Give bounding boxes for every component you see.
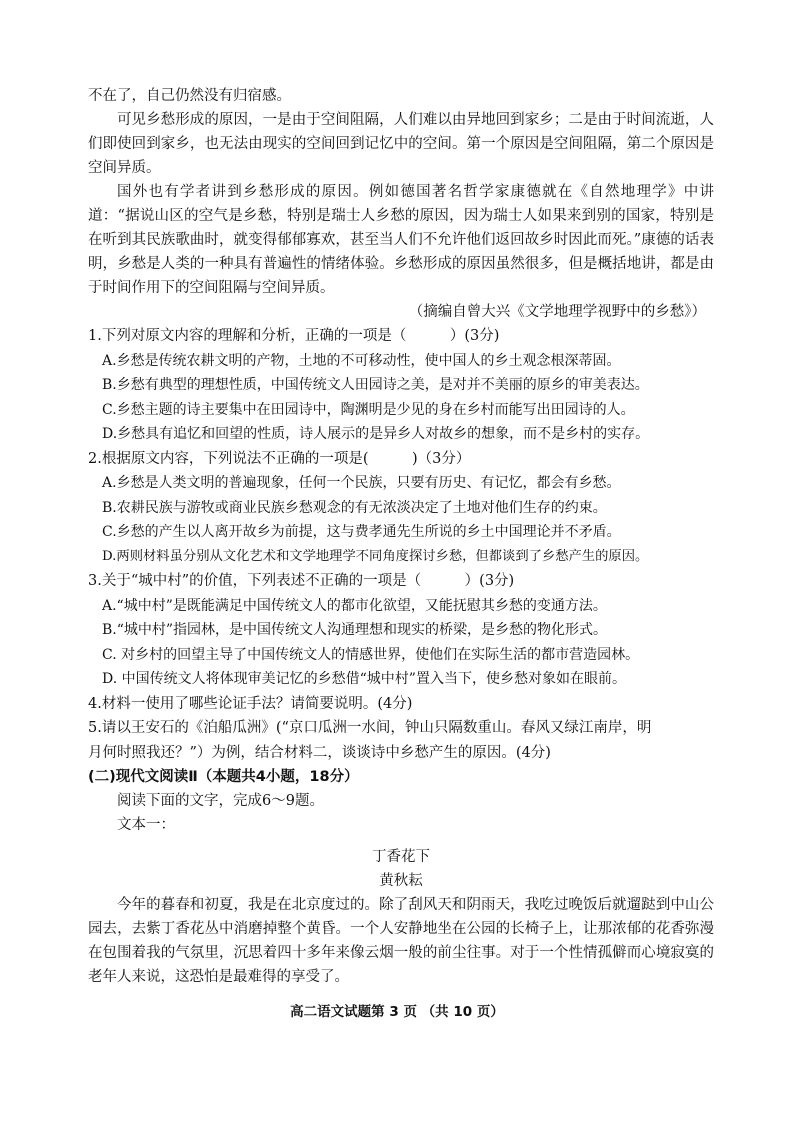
question-5-line-2: 月何时照我还？”）为例，结合材料二，谈谈诗中乡愁产生的原因。(4分) <box>88 744 551 761</box>
question-2-option-c: C.乡愁的产生以人离开故乡为前提，这与费孝通先生所说的乡土中国理论并不矛盾。 <box>102 524 621 540</box>
question-2-option-b: B.农耕民族与游牧或商业民族乡愁观念的有无浓淡决定了土地对他们生存的约束。 <box>102 499 607 516</box>
question-1-option-a: A.乡愁是传统农耕文明的产物，土地的不可移动性，使中国人的乡土观念根深蒂固。 <box>102 352 621 369</box>
question-2-stem: 2.根据原文内容，下列说法不正确的一项是( )（3分） <box>88 450 471 467</box>
question-5-line-1: 5.请以王安石的《泊船瓜洲》(“京口瓜洲一水间，钟山只隔数重山。春风又绿江南岸，明 <box>88 720 652 736</box>
passage-paragraph-1: 可见乡愁形成的原因，一是由于空间阻隔，人们难以由异地回到家乡；二是由于时间流逝，人们即使回到家乡，也无法由现实的空间回到记忆中的空间。第一个原因是空间阻隔，第二个原因是空间异质。 <box>88 112 714 176</box>
page-footer: 高二语文试题第 3 页 （共 10 页） <box>290 1004 504 1020</box>
passage-line-0: 不在了，自己仍然没有归宿感。 <box>88 88 291 104</box>
question-2-option-d: D.两则材料虽分别从文化艺术和文学地理学不同角度探讨乡愁，但都谈到了乡愁产生的原因。 <box>102 548 649 564</box>
reading-instruction: 阅读下面的文字，完成6～9题。 <box>117 793 324 809</box>
question-2-option-a: A.乡愁是人类文明的普遍现象，任何一个民族，只要有历史、有记忆，都会有乡愁。 <box>102 475 621 491</box>
question-1-option-c: C.乡愁主题的诗主要集中在田园诗中，陶渊明是少见的身在乡村而能写出田园诗的人。 <box>102 401 635 418</box>
document-page <box>88 84 714 989</box>
question-1-stem: 1.下列对原文内容的理解和分析，正确的一项是（ ）(3分) <box>88 328 500 344</box>
passage-paragraph-2: 国外也有学者讲到乡愁形成的原因。例如德国著名哲学家康德就在《自然地理学》中讲道：“据说山区的空气是乡愁，特别是瑞士人乡愁的原因，因为瑞士人如果来到别的国家，特别是在听到其民族歌曲时，就变得郁郁寡欢，甚至当人们不允许他们返回故乡时因此而死。”康德的话表明，乡愁是人类的一种具有普遍性的情绪体验。乡愁形成的原因虽然很多，但是概括地讲，都是由于时间作用下的空间阻隔与空间异质。 <box>88 184 714 296</box>
section-heading: (二)现代文阅读Ⅱ（本题共4小题，18分） <box>88 769 359 785</box>
text-label: 文本一： <box>117 817 175 833</box>
source-citation: （摘编自曾大兴《文学地理学视野中的乡愁》） <box>408 304 706 320</box>
question-3-option-a: A.“城中村”是既能满足中国传统文人的都市化欲望，又能抚慰其乡愁的变通方法。 <box>102 597 607 614</box>
question-3-option-d: D. 中国传统文人将体现审美记忆的乡愁借“城中村”置入当下，使乡愁对象如在眼前。 <box>102 671 626 687</box>
story-author: 黄秋耘 <box>379 873 423 889</box>
question-3-option-b: B.“城中村”指园林，是中国传统文人沟通理想和现实的桥梁，是乡愁的物化形式。 <box>102 622 608 638</box>
story-paragraph: 今年的暮春和初夏，我是在北京度过的。除了刮风天和阴雨天，我吃过晚饭后就遛跶到中山公园去，去紫丁香花丛中消磨掉整个黄昏。一个人安静地坐在公园的长椅子上，让那浓郁的花香弥漫在包围着我的气氛里，沉思着四十多年来像云烟一般的前尘往事。对于一个性情孤僻而心境寂寞的老年人来说，这恐怕是最难得的享受了。 <box>88 897 714 985</box>
question-3-stem: 3.关于“城中村”的价值，下列表述不正确的一项是（ ）(3分) <box>88 573 515 589</box>
story-title: 丁香花下 <box>372 849 430 865</box>
question-1-option-b: B.乡愁有典型的理想性质，中国传统文人田园诗之美，是对并不美丽的原乡的审美表达。 <box>102 377 649 393</box>
question-3-option-c: C. 对乡村的回望主导了中国传统文人的情感世界，使他们在实际生活的都市营造园林。 <box>102 646 640 663</box>
question-4: 4.材料一使用了哪些论证手法？请简要说明。(4分) <box>88 695 413 712</box>
question-1-option-d: D.乡愁具有追忆和回望的性质，诗人展示的是异乡人对故乡的想象，而不是乡村的实存。 <box>102 426 650 442</box>
